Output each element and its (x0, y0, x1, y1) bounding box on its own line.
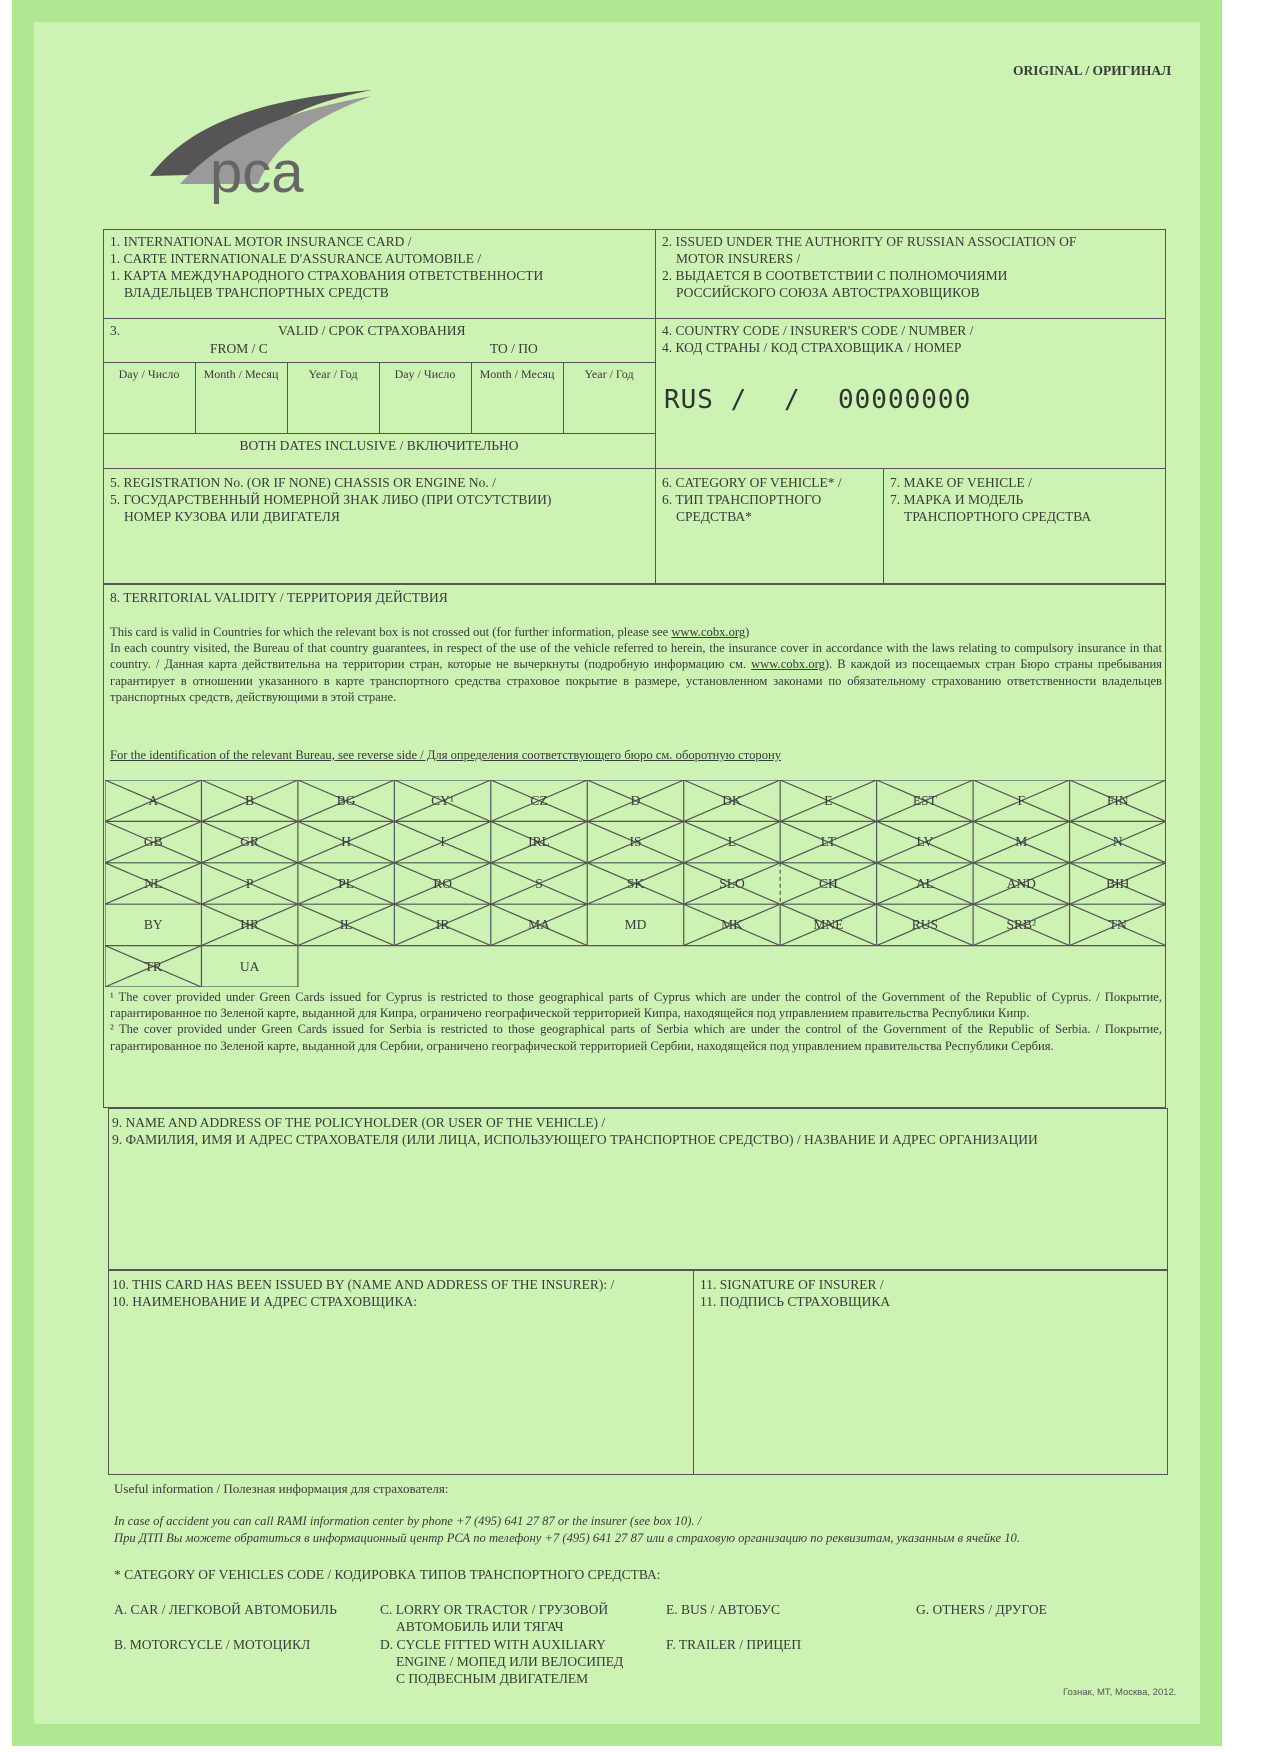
day-from-header: Day / Число (118, 367, 180, 381)
country-cell-slo: SLO (719, 875, 745, 891)
country-cell-fin: FIN (1106, 793, 1129, 808)
country-cell-ua: UA (239, 958, 260, 974)
valid-label: VALID / СРОК СТРАХОВАНИЯ (278, 323, 466, 338)
country-cell-mne: MNE (813, 917, 844, 933)
box3-number: 3. (110, 323, 121, 338)
category-b: B. MOTORCYCLE / МОТОЦИКЛ (114, 1637, 311, 1652)
country-cell-tn: TN (1108, 917, 1127, 933)
country-cell-d: D (630, 793, 641, 808)
country-cell-s: S (535, 875, 543, 891)
box5-title: 5. REGISTRATION No. (OR IF NONE) CHASSIS OR ENGINE No. / 5. ГОСУДАРСТВЕННЫЙ НОМЕРНОЙ ЗНАК ЛИБО (ПРИ ОТСУТСТВИИ) НОМЕР КУЗОВА ИЛИ ДВИГАТЕЛЯ (110, 475, 552, 524)
cobx-link[interactable]: www.cobx.org (671, 625, 746, 639)
country-cell-sk: SK (626, 875, 645, 891)
box4-title: 4. COUNTRY CODE / INSURER'S CODE / NUMBER / 4. КОД СТРАНЫ / КОД СТРАХОВЩИКА / НОМЕР (662, 323, 974, 355)
category-f: F. TRAILER / ПРИЦЕП (666, 1637, 802, 1652)
box6-title: 6. CATEGORY OF VEHICLE* / 6. ТИП ТРАНСПОРТНОГО СРЕДСТВА* (662, 475, 842, 524)
box10-title: 10. THIS CARD HAS BEEN ISSUED BY (NAME AND ADDRESS OF THE INSURER): / 10. НАИМЕНОВАНИЕ И АДРЕС СТРАХОВЩИКА: (112, 1277, 615, 1309)
year-to-header: Year / Год (584, 367, 634, 381)
box8-title: 8. TERRITORIAL VALIDITY / ТЕРРИТОРИЯ ДЕЙСТВИЯ (110, 590, 448, 605)
category-a: A. CAR / ЛЕГКОВОЙ АВТОМОБИЛЬ (114, 1602, 337, 1617)
country-cell-and: AND (1006, 875, 1036, 891)
original-label: ORIGINAL / ОРИГИНАЛ (1013, 63, 1172, 78)
logo-text: pca (210, 140, 304, 204)
box7-title: 7. MAKE OF VEHICLE / 7. МАРКА И МОДЕЛЬ ТРАНСПОРТНОГО СРЕДСТВА (890, 475, 1092, 524)
footnote-serbia: ² The cover provided under Green Cards issued for Serbia is restricted to those geographical parts of Serbia which are under the control of the Government of the Republic of Serbia. / Покрытие, гарантированное по Зеленой карте, выданной для Сербии, ограничено географической территорией Сербии, находящейся под управлением правительства Республики Сербия. (110, 1022, 1162, 1053)
to-label: TO / ПО (490, 341, 538, 356)
country-cell-by: BY (143, 917, 163, 933)
imprint: Гознак, МТ, Москва, 2012. (1063, 1687, 1177, 1698)
country-cell-tr: TR (144, 958, 162, 974)
rca-logo (140, 84, 380, 204)
month-to-header: Month / Месяц (479, 367, 555, 381)
country-cell-rus: RUS (911, 917, 938, 933)
box2-title: 2. ISSUED UNDER THE AUTHORITY OF RUSSIAN ASSOCIATION OF MOTOR INSURERS / 2. ВЫДАЕТСЯ В СООТВЕТСТВИИ С ПОЛНОМОЧИЯМИ РОССИЙСКОГО СОЮЗА АВТОСТРАХОВЩИКОВ (662, 234, 1077, 300)
country-cell-i: I (440, 834, 445, 850)
country-cell-est: EST (912, 793, 937, 808)
country-cell-h: H (341, 834, 351, 850)
country-cell-cz: CZ (530, 793, 548, 808)
country-cell-mk: MK (721, 917, 743, 933)
cobx-link-2[interactable]: www.cobx.org (751, 657, 825, 672)
country-cell-m: M (1015, 834, 1028, 850)
country-cell-ch: CH (819, 875, 838, 891)
box1-title: 1. INTERNATIONAL MOTOR INSURANCE CARD / 1. CARTE INTERNATIONALE D'ASSURANCE AUTOMOBILE / 1. КАРТА МЕЖДУНАРОДНОГО СТРАХОВАНИЯ ОТВЕТСТВЕННОСТИ ВЛАДЕЛЬЦЕВ ТРАНСПОРТНЫХ СРЕДСТВ (110, 234, 544, 300)
category-e: E. BUS / АВТОБУС (666, 1602, 780, 1617)
country-cell-irl: IRL (528, 834, 550, 850)
country-cell-f: F (1017, 793, 1026, 808)
country-cell-il: IL (339, 917, 353, 933)
country-cell-ro: RO (433, 875, 452, 891)
country-cell-l: L (727, 834, 737, 850)
country-cell-bih: BIH (1106, 875, 1130, 891)
card-number: 00000000 (838, 385, 972, 415)
country-cell-lv: LV (916, 834, 934, 850)
country-cell-srb: SRB² (1006, 917, 1037, 933)
country-cell-p: P (245, 875, 254, 891)
useful-title: Useful information / Полезная информация для страхователя: (114, 1481, 449, 1496)
insurer-code-sep: / (784, 385, 801, 415)
useful-ru: При ДТП Вы можете обратиться в информационный центр РСА по телефону +7 (495) 641 27 87 или в страховую организацию по реквизитам, указанным в ячейке 10. (114, 1531, 1020, 1545)
country-cell-n: N (1112, 834, 1123, 850)
footnotes (110, 989, 1162, 1054)
country-cell-e: E (824, 793, 833, 808)
country-cell-dk: DK (722, 793, 742, 808)
category-d: D. CYCLE FITTED WITH AUXILIARY ENGINE / МОПЕД ИЛИ ВЕЛОСИПЕД С ПОДВЕСНЫМ ДВИГАТЕЛЕМ (380, 1637, 624, 1686)
country-grid (105, 780, 1166, 987)
country-cell-ma: MA (528, 917, 550, 933)
country-cell-b: B (245, 793, 255, 808)
country-cell-lt: LT (820, 834, 837, 850)
country-cell-hr: HR (240, 917, 260, 933)
month-from-header: Month / Месяц (203, 367, 279, 381)
category-c: C. LORRY OR TRACTOR / ГРУЗОВОЙ АВТОМОБИЛЬ ИЛИ ТЯГАЧ (380, 1602, 609, 1634)
country-cell-nl: NL (144, 875, 163, 891)
country-cell-a: A (148, 793, 159, 808)
validity-paragraph: This card is valid in Countries for which the relevant box is not crossed out (for further information, please see www.cobx.org) In each country visited, the Bureau of that country guarantees, in respect of the use of the vehicle referred to herein, the insurance cover in accordance with the laws relating to compulsory insurance in that country. / Данная карта действительна на территории стран, которые не вычеркнуты (подробную информацию см. www.cobx.org). В каждой из посещаемых стран Бюро страны пребывания гарантирует в отношении указанного в карте транспортного средства страховое покрытие в размере, установленном законами по обязательному страхованию ответственности владельцев транспортных средств, действующими в этой стране. (110, 625, 1162, 704)
bureau-link[interactable]: For the identification of the relevant Bureau, see reverse side / Для определения соответствующего бюро см. оборотную сторону (110, 748, 782, 762)
country-cell-cy: CY¹ (431, 793, 454, 808)
box11-title: 11. SIGNATURE OF INSURER / 11. ПОДПИСЬ СТРАХОВЩИКА (700, 1277, 891, 1309)
category-g: G. OTHERS / ДРУГОЕ (916, 1602, 1047, 1617)
box9-title: 9. NAME AND ADDRESS OF THE POLICYHOLDER (OR USER OF THE VEHICLE) / 9. ФАМИЛИЯ, ИМЯ И АДРЕС СТРАХОВАТЕЛЯ (ИЛИ ЛИЦА, ИСПОЛЬЗУЮЩЕГО ТРАНСПОРТНОЕ СРЕДСТВО) / НАЗВАНИЕ И АДРЕС ОРГАНИЗАЦИИ (112, 1115, 1038, 1147)
useful-en: In case of accident you can call RAMI information center by phone +7 (495) 641 27 87 or the insurer (see box 10). / (114, 1514, 702, 1528)
inclusive-label: BOTH DATES INCLUSIVE / ВКЛЮЧИТЕЛЬНО (239, 438, 519, 453)
day-to-header: Day / Число (394, 367, 456, 381)
country-cell-pl: PL (338, 875, 355, 891)
from-label: FROM / С (210, 341, 268, 356)
country-code: RUS / (664, 385, 748, 415)
country-cell-al: AL (915, 875, 934, 891)
footnote-cyprus: ¹ The cover provided under Green Cards issued for Cyprus is restricted to those geographical parts of Cyprus which are under the control of the Government of the Republic of Cyprus. / Покрытие, гарантированное по Зеленой карте, выданной для Кипра, ограничено географической территорией Кипра, находящейся под управлением правительства Республики Кипр. (110, 990, 1162, 1021)
categories-title: * CATEGORY OF VEHICLES CODE / КОДИРОВКА ТИПОВ ТРАНСПОРТНОГО СРЕДСТВА: (114, 1567, 661, 1582)
country-cell-is: IS (629, 834, 642, 850)
country-cell-bg: BG (336, 793, 356, 808)
country-cell-ir: IR (435, 917, 450, 933)
country-cell-gr: GR (240, 834, 260, 850)
country-cell-gb: GB (143, 834, 163, 850)
year-from-header: Year / Год (308, 367, 358, 381)
country-cell-md: MD (624, 917, 647, 933)
